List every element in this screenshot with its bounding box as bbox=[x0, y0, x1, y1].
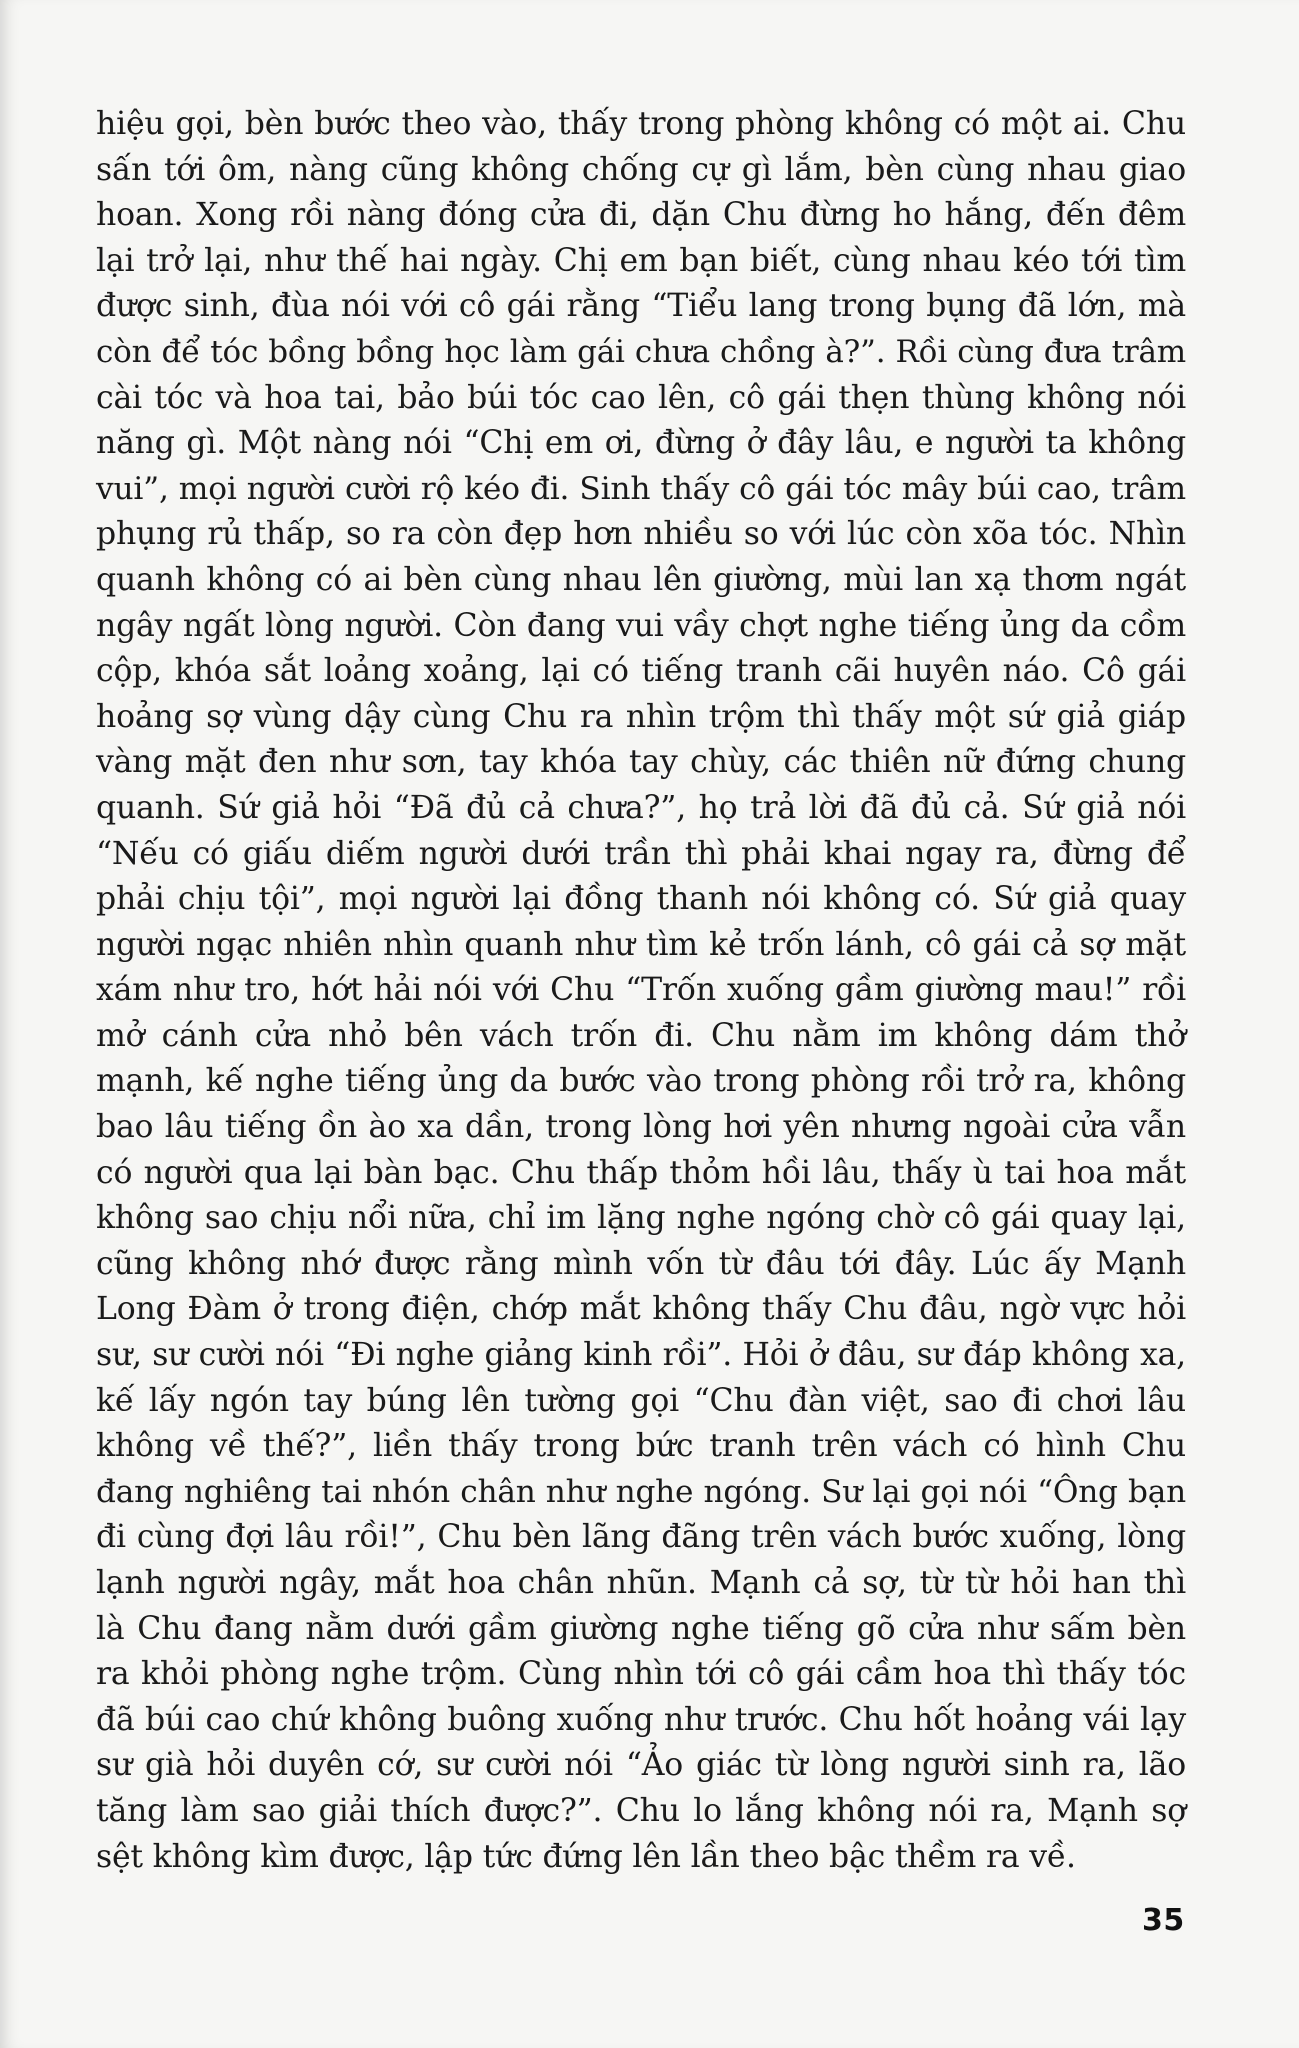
text-line: lạnh người ngây, mắt hoa chân nhũn. Mạnh cả sợ, từ từ hỏi han thì bbox=[96, 1565, 1186, 1601]
text-line: quanh. Sứ giả hỏi “Đã đủ cả chưa?”, họ trả lời đã đủ cả. Sứ giả nói bbox=[96, 789, 1186, 826]
text-line: hiệu gọi, bèn bước theo vào, thấy trong phòng không có một ai. Chu bbox=[96, 106, 1186, 142]
text-line: còn để tóc bồng bồng học làm gái chưa chồng à?”. Rồi cùng đưa trâm bbox=[96, 333, 1186, 370]
text-line: là Chu đang nằm dưới gầm giường nghe tiếng gõ cửa như sấm bèn bbox=[96, 1610, 1186, 1647]
text-line: cộp, khóa sắt loảng xoảng, lại có tiếng tranh cãi huyên náo. Cô gái bbox=[96, 653, 1186, 690]
text-line: kế lấy ngón tay búng lên tường gọi “Chu đàn việt, sao đi chơi lâu bbox=[96, 1382, 1186, 1419]
text-line: phụng rủ thấp, so ra còn đẹp hơn nhiều so với lúc còn xõa tóc. Nhìn bbox=[96, 516, 1186, 553]
text-line: sấn tới ôm, nàng cũng không chống cự gì lắm, bèn cùng nhau giao bbox=[96, 151, 1186, 188]
text-line: đi cùng đợi lâu rồi!”, Chu bèn lãng đãng trên vách bước xuống, lòng bbox=[96, 1519, 1186, 1556]
body-text bbox=[96, 102, 1186, 1880]
text-line: cũng không nhớ được rằng mình vốn từ đâu tới đây. Lúc ấy Mạnh bbox=[96, 1245, 1186, 1282]
text-line: ngây ngất lòng người. Còn đang vui vầy chợt nghe tiếng ủng da cồm bbox=[96, 607, 1186, 644]
text-line: hoan. Xong rồi nàng đóng cửa đi, dặn Chu đừng ho hắng, đến đêm bbox=[96, 197, 1186, 234]
text-line: quanh không có ai bèn cùng nhau lên giường, mùi lan xạ thơm ngát bbox=[96, 561, 1186, 598]
text-line: đang nghiêng tai nhón chân như nghe ngóng. Sư lại gọi nói “Ông bạn bbox=[96, 1473, 1186, 1510]
text-line: bao lâu tiếng ồn ào xa dần, trong lòng hơi yên nhưng ngoài cửa vẫn bbox=[96, 1109, 1186, 1146]
text-line: không sao chịu nổi nữa, chỉ im lặng nghe ngóng chờ cô gái quay lại, bbox=[96, 1200, 1186, 1237]
text-line: sư, sư cười nói “Đi nghe giảng kinh rồi”. Hỏi ở đâu, sư đáp không xa, bbox=[96, 1337, 1186, 1374]
text-line: hoảng sợ vùng dậy cùng Chu ra nhìn trộm thì thấy một sứ giả giáp bbox=[96, 698, 1186, 735]
text-line: Long Đàm ở trong điện, chớp mắt không thấy Chu đâu, ngờ vực hỏi bbox=[96, 1291, 1186, 1328]
text-line: được sinh, đùa nói với cô gái rằng “Tiểu lang trong bụng đã lớn, mà bbox=[96, 288, 1186, 325]
text-line: mở cánh cửa nhỏ bên vách trốn đi. Chu nằm im không dám thở bbox=[96, 1017, 1186, 1054]
text-line: vui”, mọi người cười rộ kéo đi. Sinh thấy cô gái tóc mây búi cao, trâm bbox=[96, 470, 1186, 507]
text-line: phải chịu tội”, mọi người lại đồng thanh nói không có. Sứ giả quay bbox=[96, 881, 1186, 918]
text-line: mạnh, kế nghe tiếng ủng da bước vào trong phòng rồi trở ra, không bbox=[96, 1063, 1186, 1100]
text-line: xám như tro, hớt hải nói với Chu “Trốn xuống gầm giường mau!” rồi bbox=[96, 972, 1186, 1009]
text-line: ra khỏi phòng nghe trộm. Cùng nhìn tới cô gái cầm hoa thì thấy tóc bbox=[96, 1656, 1186, 1693]
text-line: vàng mặt đen như sơn, tay khóa tay chùy, các thiên nữ đứng chung bbox=[96, 744, 1186, 781]
text-line: tăng làm sao giải thích được?”. Chu lo lắng không nói ra, Mạnh sợ bbox=[96, 1792, 1186, 1829]
page-number: 35 bbox=[1142, 1903, 1185, 1938]
text-line: lại trở lại, như thế hai ngày. Chị em bạn biết, cùng nhau kéo tới tìm bbox=[96, 242, 1186, 279]
text-line: đã búi cao chứ không buông xuống như trước. Chu hốt hoảng vái lạy bbox=[96, 1701, 1186, 1738]
text-line: năng gì. Một nàng nói “Chị em ơi, đừng ở đây lâu, e người ta không bbox=[96, 425, 1186, 462]
text-line: không về thế?”, liền thấy trong bức tranh trên vách có hình Chu bbox=[96, 1428, 1186, 1465]
text-line: người ngạc nhiên nhìn quanh như tìm kẻ trốn lánh, cô gái cả sợ mặt bbox=[96, 926, 1186, 963]
text-line: sư già hỏi duyên cớ, sư cười nói “Ảo giác từ lòng người sinh ra, lão bbox=[96, 1747, 1186, 1784]
text-line: cài tóc và hoa tai, bảo búi tóc cao lên, cô gái thẹn thùng không nói bbox=[96, 379, 1186, 416]
text-line: có người qua lại bàn bạc. Chu thấp thỏm hồi lâu, thấy ù tai hoa mắt bbox=[96, 1154, 1186, 1191]
text-line: “Nếu có giấu diếm người dưới trần thì phải khai ngay ra, đừng để bbox=[96, 835, 1186, 872]
text-line: sệt không kìm được, lập tức đứng lên lần theo bậc thềm ra về. bbox=[96, 1838, 1076, 1875]
